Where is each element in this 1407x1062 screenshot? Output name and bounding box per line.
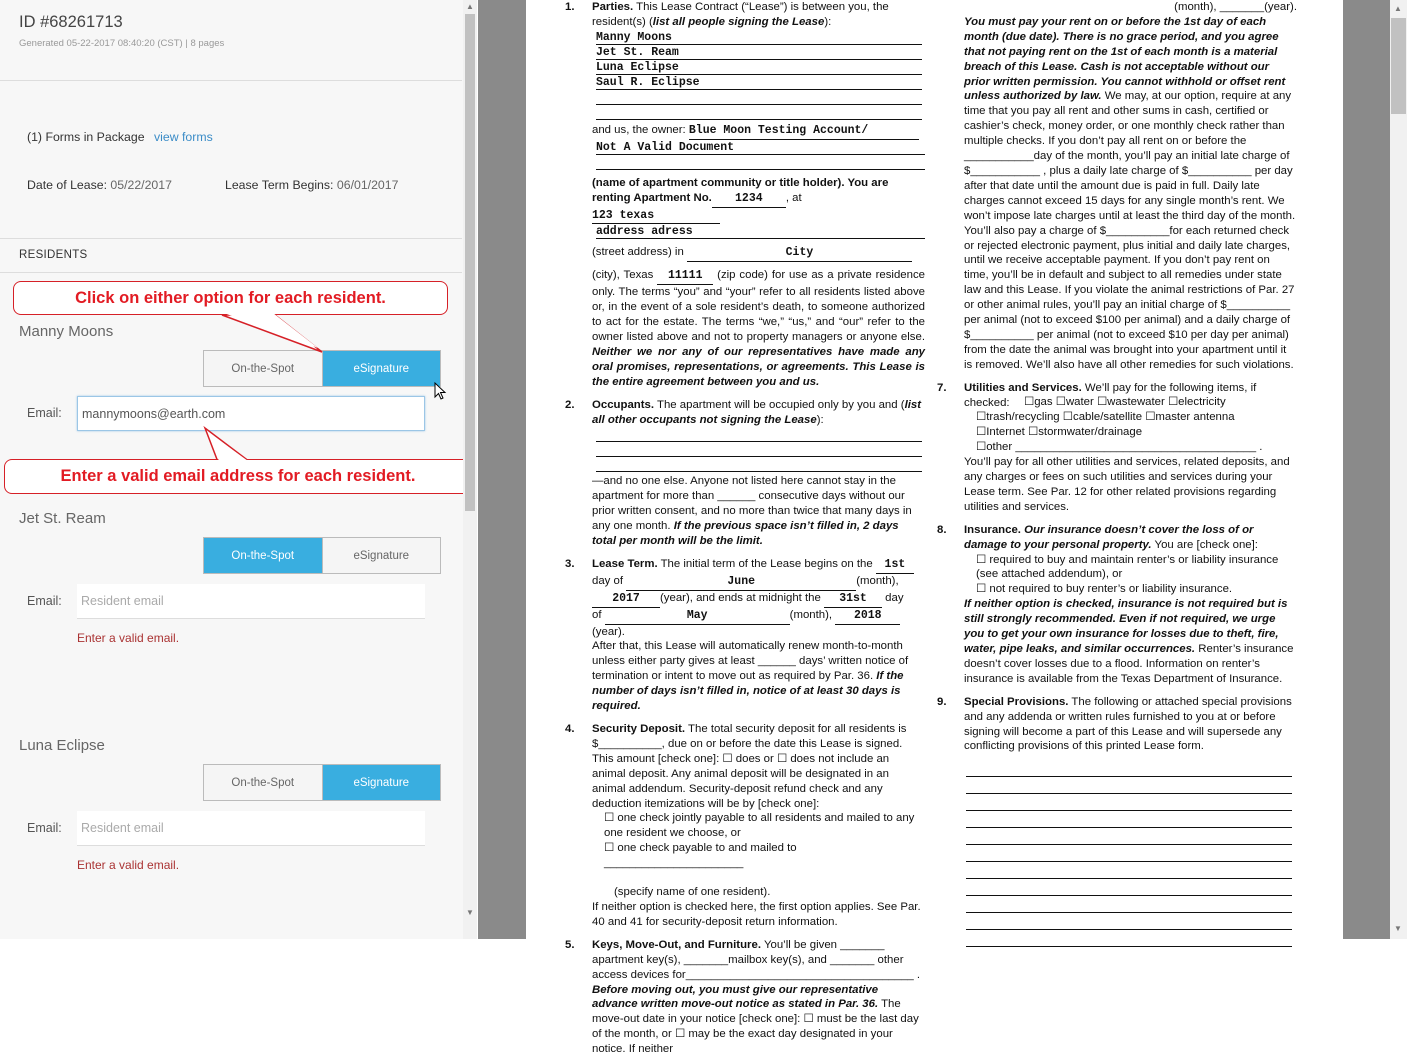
signing-mode-toggle xyxy=(203,537,441,574)
callout-pointer-fill xyxy=(0,0,477,500)
date-of-lease-value: 05/22/2017 xyxy=(110,178,172,192)
scroll-down-icon[interactable]: ▼ xyxy=(1394,924,1402,933)
email-label: Email: xyxy=(27,406,62,420)
lease-term-begins: Lease Term Begins: 06/01/2017 xyxy=(225,178,399,192)
esignature-button[interactable]: eSignature xyxy=(322,765,441,800)
enter-email-callout: Enter a valid email address for each resident. xyxy=(4,459,472,494)
signer-3: Luna Eclipse xyxy=(596,60,679,74)
generated-info: Generated 05-22-2017 08:40:20 (CST) | 8 pages xyxy=(19,38,225,49)
side-panel xyxy=(0,0,477,939)
esignature-button[interactable]: eSignature xyxy=(322,538,441,573)
viewer-scrollbar-thumb[interactable] xyxy=(1391,18,1406,114)
resident-email-input[interactable] xyxy=(77,584,425,619)
esignature-button[interactable]: eSignature xyxy=(322,351,441,386)
scroll-down-icon[interactable]: ▼ xyxy=(466,908,474,917)
section-insurance: 8. Insurance. Our insurance doesn’t cover the loss of or damage to your personal property. You are [check one]: ☐ required to buy and maintain renter’s or liability insurance (see attached addendum), or ☐ not required to buy renter’s or liability insurance. If neither option is checked, insurance is not required but is still strongly recommended. Even if not required, we urge you to get your own insurance for losses due to theft, fire, water, pipe leaks, and similar occurrences. Renter’s insurance doesn’t cover losses due to a flood. Information on renter’s insurance is available from the Texas Department of Insurance. xyxy=(937,523,1294,685)
on-the-spot-button[interactable]: On-the-Spot xyxy=(204,765,322,800)
signer-1: Manny Moons xyxy=(596,30,672,44)
section-rent: You must pay your rent on or before the 1st day of each month (due date). There is no grace period, and you agree that not paying rent on the 1st of each month is a material breach of this Lease. Cash is not acceptable without our prior written permission. You cannot withhold or offset rent unless authorized by law. We may, at our option, require at any time that you pay all rent and other sums in cash, certified or cashier’s check, money order, or one monthly check rather than multiple checks. If you don’t pay all rent on or before the ___________day of the month, you’ll pay an initial late charge of $___________ , plus a daily late charge of $__________ per day after that date until the amount due is paid in full. Daily late charges cannot exceed 15 days for any single month’s rent. We won’t impose late charges until at least the third day of the month. You’ll also pay a charge of $__________for each returned check or rejected electronic payment, plus initial and daily late charges, until we receive acceptable payment. If you don’t pay rent on time, you’ll be in default and subject to all remedies under state law and this Lease. If you violate the animal restrictions of Par. 27 or other animal rules, you’ll pay an initial charge of $__________ per animal (not to exceed $100 per animal) and a daily charge of $__________ per animal (not to exceed $10 per day per animal) from the date the animal was brought into your apartment until it is removed. We’ll also have all other remedies for such violations. xyxy=(964,15,1296,371)
section-utilities: 7. Utilities and Services. We’ll pay for the following items, if checked: ☐gas ☐water ☐wastewater ☐electricity ☐trash/recycling ☐cable/satellite ☐master antenna ☐Internet ☐stormwater/drainage ☐other ______________________________________ . You’ll pay for all other utilities and services, related deposits, and any charges or fees on such utilities and services during your Lease term. See Par. 12 for other related provisions regarding utilities and services. xyxy=(937,381,1290,513)
signing-mode-toggle xyxy=(203,764,441,801)
resident-name: Luna Eclipse xyxy=(19,737,105,754)
section-parties: 1. Parties. This Lease Contract (“Lease”) is between you, the resident(s) (list all people signing the Lease): Manny Moons Jet St. Ream Luna Eclipse Saul R. Eclipse and us, the owner: Blue Moon Testing Account/ Not A Valid Document (name of apartment community or title holder). You are renting Apartment No. 1234 , at 123 texas address adress (street address) in City (city), Texas 11111 (zip code) for use as a private residence only. The terms “you” and “your” refer to all residents listed above or, in the event of a sole resident’s death, to someone authorized to act for the estate. The terms “we,” “us,” and “our” refer to the owner listed above and not to property managers or anyone else. Neither we nor any of our representatives have made any oral promises, representations, or agreements. This Lease is the entire agreement between you and us. xyxy=(565,1,925,388)
lease-left-column xyxy=(565,0,925,1062)
special-provisions-lines xyxy=(964,760,1292,947)
forms-count: (1) Forms in Package xyxy=(27,130,145,144)
document-id: ID #68261713 xyxy=(19,13,123,31)
section-keys-moveout: 5. Keys, Move-Out, and Furniture. You’ll be given _______ apartment key(s), _______mailbox key(s), and _______ other access devices for____________________________________ . Before moving out, you must give our representative advance written move-out notice as stated in Par. 36. The move-out date in your notice [check one]: ☐ must be the last day of the month, or ☐ may be the exact day designated in your notice. If neither xyxy=(565,938,921,1056)
date-of-lease: Date of Lease: 05/22/2017 xyxy=(27,178,172,192)
view-forms-link[interactable]: view forms xyxy=(153,130,213,144)
resident-name: Manny Moons xyxy=(19,323,114,340)
section-special-provisions: 9. Special Provisions. The following or attached special provisions and any addenda or written rules furnished to you at or before signing will become a part of this Lease and will supersede any conflicting provisions of this printed Lease form. xyxy=(964,695,1297,948)
resident-email-input[interactable] xyxy=(77,811,425,846)
section-occupants: 2. Occupants. The apartment will be occupied only by you and (list all other occupants not signing the Lease): —and no one else. Anyone not listed here cannot stay in the apartment for more than ______ consecutive days without our prior written consent, and no more than twice that many days in any one month. If the previous space isn’t filled in, 2 days total per month will be the limit. xyxy=(565,398,922,548)
on-the-spot-button[interactable]: On-the-Spot xyxy=(204,538,322,573)
email-error: Enter a valid email. xyxy=(77,858,180,872)
mouse-cursor-icon xyxy=(434,382,446,400)
scroll-up-icon[interactable]: ▲ xyxy=(466,2,474,11)
email-error: Enter a valid email. xyxy=(77,631,180,645)
lease-term-value: 06/01/2017 xyxy=(336,178,399,192)
signer-4: Saul R. Eclipse xyxy=(596,75,700,89)
viewer-scrollbar[interactable] xyxy=(1390,0,1407,939)
lease-right-column: (month), _______(year). You must pay your rent on or before the 1st day of each month (due date). There is no grace period, and you agree that not paying rent on the 1st of each month is a material breach of this Lease. Cash is not acceptable without our prior written permission. You cannot withhold or offset rent unless authorized by law. We may, at our option, require at any time that you pay all rent and other sums in cash, certified or cashier’s check, money order, or one monthly check rather than multiple checks. If you don’t pay all rent on or before the ___________day of the month, you’ll pay an initial late charge of $___________ , plus a daily late charge of $__________ per day after that date until the amount due is paid in full. Daily late charges cannot exceed 15 days for any single month’s rent. We won’t impose late charges until at least the third day of the month. You’ll also pay a charge of $__________for each returned check or rejected electronic payment, plus initial and daily late charges, until we receive acceptable payment. If you don’t pay rent on time, you’ll be in default and subject to all remedies under state law and this Lease. If you violate the animal restrictions of Par. 27 or other animal rules, you’ll pay an initial charge of $__________ per animal (not to exceed $100 per animal) and a daily charge of $__________ per animal (not to exceed $10 per day per animal) from the date the animal was brought into your apartment until it is removed. We’ll also have all other remedies for such violations. 7. Utilities and Services. We’ll pay for the following items, if checked: ☐gas ☐water ☐wastewater ☐electricity ☐trash/recycling ☐cable/satellite ☐master antenna ☐Internet ☐stormwater/drainage ☐other ______________________________________ . You’ll pay for all other utilities and services, related deposits, and any charges or fees on such utilities and services during your Lease term. See Par. 12 for other related provisions regarding utilities and services. 8. Insurance. Our insurance doesn’t cover the loss of or damage to your personal property. You are [check one]: ☐ required to buy and maintain renter’s or liability insurance (see attached addendum), or ☐ not required to buy renter’s or liability insurance. If neither option is checked, insurance is not required but is still strongly recommended. Even if not required, we urge you to get your own insurance for losses due to theft, fire, water, pipe leaks, and similar occurrences. Renter’s insurance doesn’t cover losses due to a flood. Information on renter’s insurance is available from the Texas Department of Insurance. 9. Special Provisions. The following or attached special provisions and any addenda or written rules furnished to you at or before signing will become a part of this Lease and will supersede any conflicting provisions of this printed Lease form. xyxy=(964,0,1297,952)
click-option-callout: Click on either option for each resident. xyxy=(13,281,448,315)
on-the-spot-button[interactable]: On-the-Spot xyxy=(204,351,322,386)
email-label: Email: xyxy=(27,821,62,835)
residents-header: RESIDENTS xyxy=(19,249,88,261)
email-label: Email: xyxy=(27,594,62,608)
section-security-deposit: 4. Security Deposit. The total security deposit for all residents is $__________, due on or before the date this Lease is signed. This amount [check one]: ☐ does or ☐ does not include an animal deposit. Any animal deposit will be designated in an animal addendum. Security-deposit refund check and any deduction itemizations will be by [check one]: ☐ one check jointly payable to all residents and mailed to any one resident we choose, or ☐ one check payable to and mailed to ______________________ (specify name of one resident). If neither option is checked here, the first option applies. See Par. 40 and 41 for security-deposit return information. xyxy=(565,723,921,928)
signer-2: Jet St. Ream xyxy=(596,45,679,59)
document-viewer xyxy=(478,0,1407,1056)
scroll-up-icon[interactable]: ▲ xyxy=(1394,4,1402,13)
lease-page xyxy=(526,0,1343,1056)
resident-name: Jet St. Ream xyxy=(19,510,106,527)
section-lease-term: 3. Lease Term. The initial term of the Lease begins on the 1st day of June (month), 2017 (year), and ends at midnight the 31st day of May (month), 2018(year). After that, this Lease will automatically renew month-to-month unless either party gives at least ______ days’ written notice of termination or intent to move out as required by Par. 36. If the number of days isn’t filled in, notice of at least 30 days is required. xyxy=(592,557,925,714)
side-scrollbar-thumb[interactable] xyxy=(465,14,475,511)
